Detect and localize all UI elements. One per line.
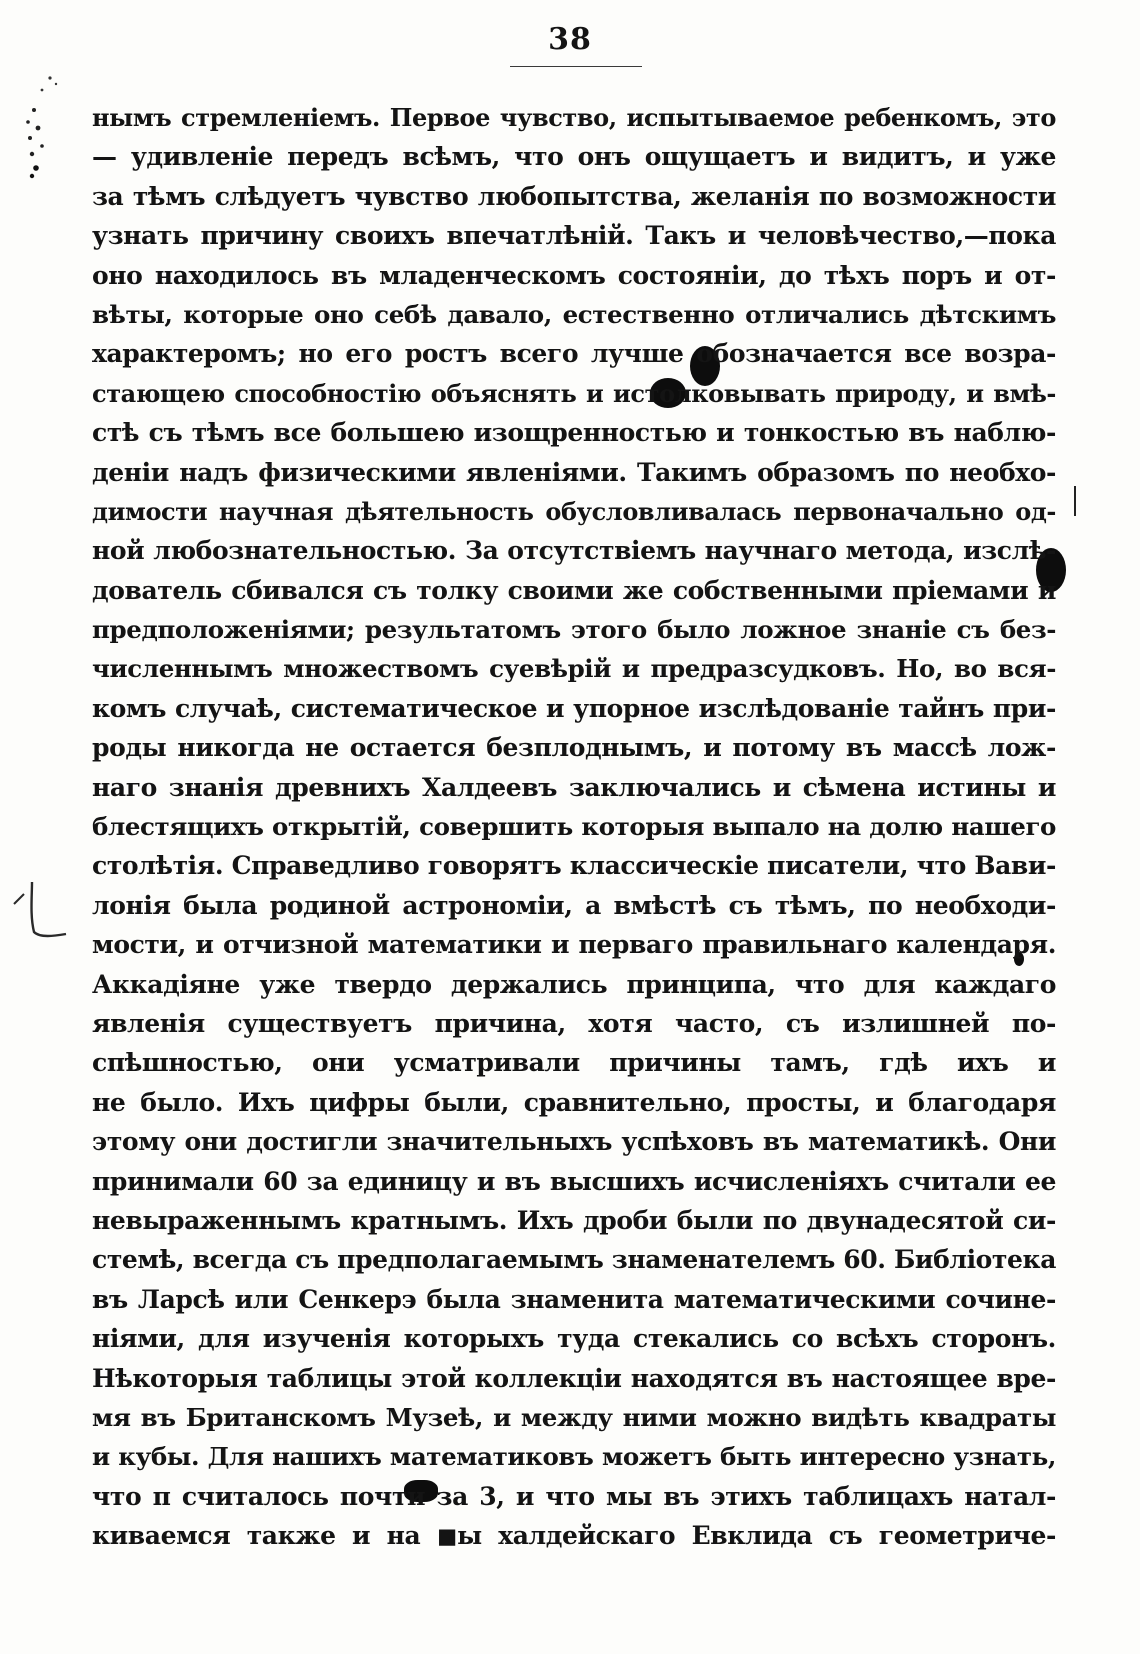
body-text (92, 98, 1056, 1555)
text-line: деніи надъ физическими явленіями. Такимъ образомъ по необхо- (92, 457, 1056, 487)
text-line: — удивленіе передъ всѣмъ, что онъ ощущаетъ и видитъ, и уже (92, 142, 1056, 172)
text-line: въ Ларсѣ или Сенкерэ была знаменита математическими сочине- (92, 1284, 1056, 1314)
text-line: стающею способностію объяснять и истолковывать природу, и вмѣ- (92, 378, 1056, 408)
text-line: вѣты, которые оно себѣ давало, естественно отличались дѣтскимъ (92, 299, 1056, 329)
page-number: 38 (548, 22, 592, 57)
text-line: киваемся также и на ◼ы халдейскаго Евклида съ геометриче- (92, 1521, 1056, 1551)
text-line: дователь сбивался съ толку своими же собственными пріемами и (92, 575, 1056, 605)
text-line: узнать причину своихъ впечатлѣній. Такъ и человѣчество,—пока (92, 221, 1056, 251)
text-line: ніями, для изученія которыхъ туда стекались со всѣхъ сторонъ. (92, 1324, 1056, 1354)
text-line: численнымъ множествомъ суевѣрій и предразсудковъ. Но, во вся- (92, 654, 1056, 684)
margin-dots-mark (20, 70, 60, 200)
text-line: лонія была родиной астрономіи, а вмѣстѣ съ тѣмъ, по необходи- (92, 890, 1056, 920)
text-line: комъ случаѣ, систематическое и упорное изслѣдованіе тайнъ при- (92, 693, 1056, 723)
text-line: роды никогда не остается безплоднымъ, и потому въ массѣ лож- (92, 733, 1056, 763)
text-line: нымъ стремленіемъ. Первое чувство, испытываемое ребенкомъ, это (92, 103, 1056, 132)
text-line: ной любознательностью. За отсутствіемъ научнаго метода, изслѣ- (92, 536, 1056, 566)
text-line: Аккадіяне уже твердо держались принципа, что для каждаго (92, 969, 1056, 999)
text-line: и кубы. Для нашихъ математиковъ можетъ быть интересно узнать, (92, 1442, 1056, 1472)
text-line: мости, и отчизной математики и перваго правильнаго календаря. (92, 930, 1056, 960)
text-line: характеромъ; но его ростъ всего лучше обозначается все возра- (92, 339, 1056, 369)
text-line: за тѣмъ слѣдуетъ чувство любопытства, желанія по возможности (92, 181, 1056, 211)
margin-scratch (1074, 486, 1076, 516)
text-line: димости научная дѣятельность обусловливалась первоначально од- (92, 496, 1056, 526)
text-line: предположеніями; результатомъ этого было ложное знаніе съ без- (92, 615, 1056, 645)
text-line: принимали 60 за единицу и въ высшихъ исчисленіяхъ считали ее (92, 1166, 1056, 1196)
text-line: стѣ съ тѣмъ все большею изощренностью и тонкостью въ наблю- (92, 418, 1056, 448)
text-line: что π считалось почти за 3, и что мы въ этихъ таблицахъ натал- (92, 1481, 1056, 1511)
text-line: этому они достигли значительныхъ успѣховъ въ математикѣ. Они (92, 1127, 1056, 1157)
text-line: явленія существуетъ причина, хотя часто, съ излишней по- (92, 1008, 1056, 1038)
text-line: стемѣ, всегда съ предполагаемымъ знаменателемъ 60. Библіотека (92, 1245, 1056, 1275)
text-line: блестящихъ открытій, совершить которыя выпало на долю нашего (92, 812, 1056, 842)
text-line: оно находилось въ младенческомъ состояніи, до тѣхъ поръ и от- (92, 260, 1056, 290)
text-line: не было. Ихъ цифры были, сравнительно, просты, и благодаря (92, 1087, 1056, 1117)
handwritten-margin-mark (10, 876, 70, 946)
text-line: спѣшностью, они усматривали причины тамъ, гдѣ ихъ и (92, 1048, 1056, 1078)
text-line: наго знанія древнихъ Халдеевъ заключались и сѣмена истины и (92, 772, 1056, 802)
text-line: невыраженнымъ кратнымъ. Ихъ дроби были по двунадесятой си- (92, 1205, 1056, 1235)
header-rule (510, 66, 642, 67)
text-line: столѣтія. Справедливо говорятъ классическіе писатели, что Вави- (92, 851, 1056, 881)
text-line: мя въ Британскомъ Музеѣ, и между ними можно видѣть квадраты (92, 1402, 1056, 1432)
text-line: Нѣкоторыя таблицы этой коллекціи находятся въ настоящее вре- (92, 1363, 1056, 1393)
